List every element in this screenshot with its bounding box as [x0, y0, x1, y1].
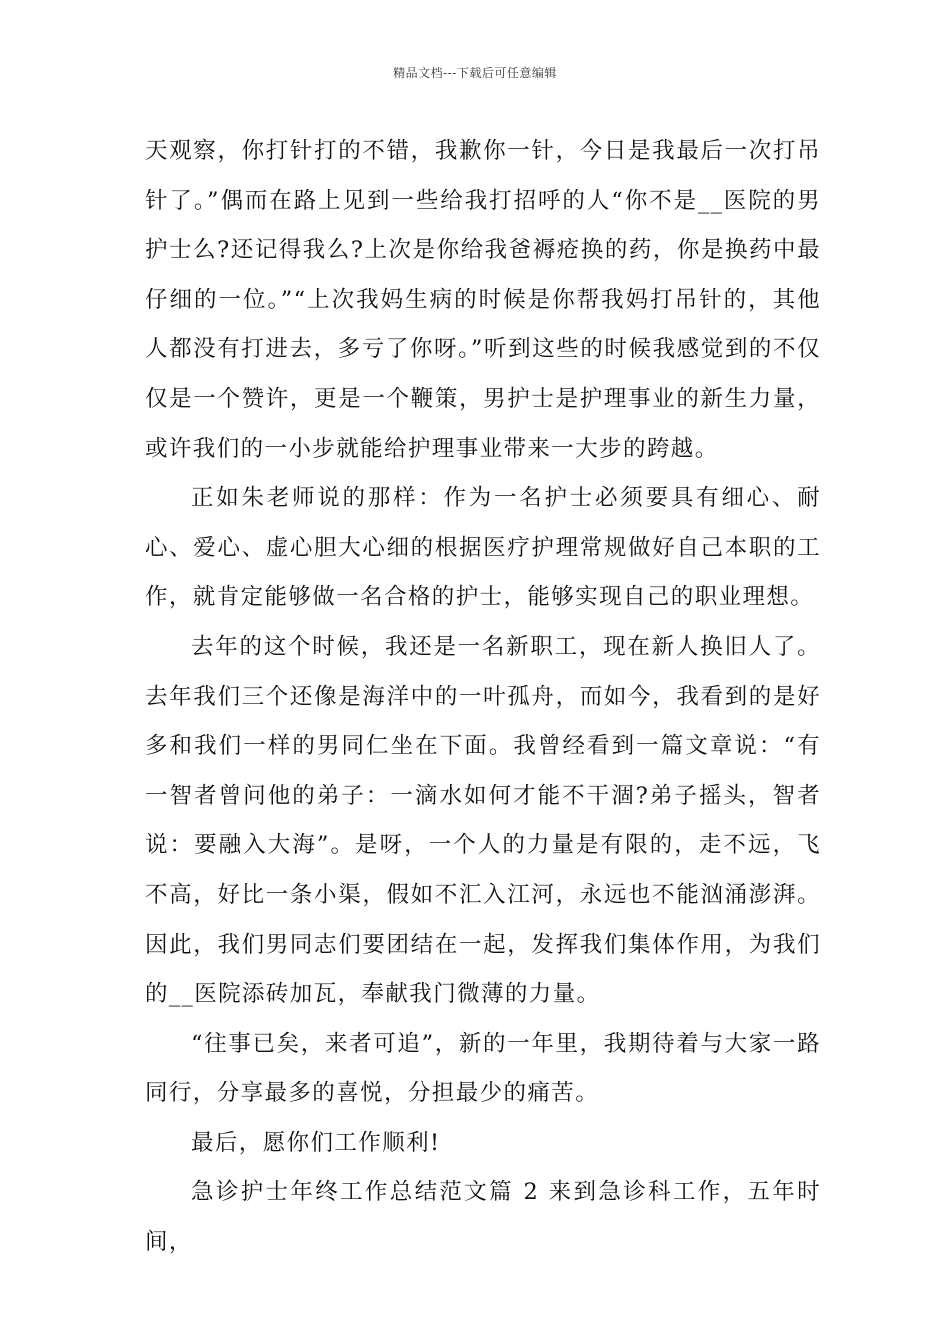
- paragraph: 最后，愿你们工作顺利!: [191, 1129, 441, 1156]
- document-body: [145, 127, 821, 1268]
- paragraph: 去年的这个时候，我还是一名新职工，现在新人换旧人了。去年我们三个还像是海洋中的一叶孤舟，而如今，我看到的是好多和我们一样的男同仁坐在下面。我曾经看到一篇文章说：“有一智者曾问他的弟子：一滴水如何才能不干涸?弟子摇头，智者说：要融入大海”。是呀，一个人的力量是有限的，走不远，飞不高，好比一条小渠，假如不汇入江河，永远也不能汹涌澎湃。因此，我们男同志们要团结在一起，发挥我们集体作用，为我们的__医院添砖加瓦，奉献我门微薄的力量。: [145, 633, 821, 1008]
- paragraph: 正如朱老师说的那样：作为一名护士必须要具有细心、耐心、爱心、虚心胆大心细的根据医疗护理常规做好自己本职的工作，就肯定能够做一名合格的护士，能够实现自己的职业理想。: [145, 485, 821, 611]
- paragraph: 急诊护士年终工作总结范文篇 2 来到急诊科工作，五年时间，: [145, 1179, 821, 1256]
- paragraph: “往事已矣，来者可追”，新的一年里，我期待着与大家一路同行，分享最多的喜悦，分担最少的痛苦。: [145, 1030, 821, 1107]
- page-header: 精品文档---下载后可任意编辑: [393, 66, 557, 80]
- paragraph-continued: 天观察，你打针打的不错，我歉你一针，今日是我最后一次打吊针了。”偶而在路上见到一些给我打招呼的人“你不是__医院的男护士么?还记得我么?上次是你给我爸褥疮换的药，你是换药中最仔细的一位。”“上次我妈生病的时候是你帮我妈打吊针的，其他人都没有打进去，多亏了你呀。”听到这些的时候我感觉到的不仅仅是一个赞许，更是一个鞭策，男护士是护理事业的新生力量，或许我们的一小步就能给护理事业带来一大步的跨越。: [145, 138, 821, 462]
